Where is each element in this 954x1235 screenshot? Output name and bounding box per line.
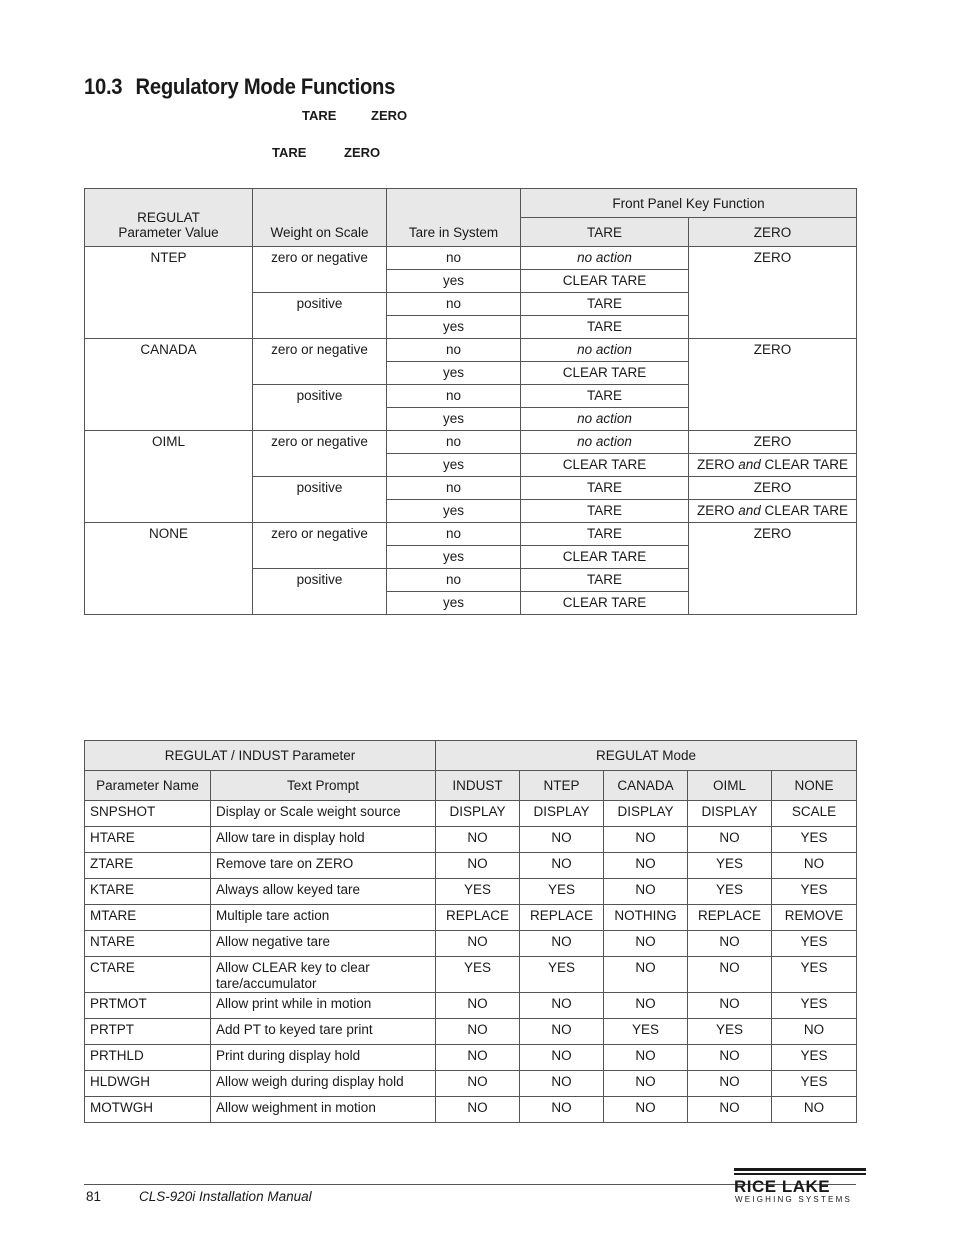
mode-value-cell: NO <box>688 827 772 853</box>
text-prompt-cell: Remove tare on ZERO <box>211 853 436 879</box>
zero-fn-conjunction: and <box>738 457 761 472</box>
table-row <box>85 957 857 993</box>
table-row <box>85 1071 857 1097</box>
table-row <box>85 931 857 957</box>
column-header: OIML <box>688 771 772 801</box>
text-prompt-cell: Allow weighment in motion <box>211 1097 436 1123</box>
mode-value-cell: NO <box>688 993 772 1019</box>
weight-header: Weight on Scale <box>253 189 387 247</box>
tare-in-system-cell: no <box>387 247 521 270</box>
table-row <box>85 1045 857 1071</box>
mode-value-cell: SCALE <box>772 801 857 827</box>
manual-title: CLS-920i Installation Manual <box>139 1189 312 1204</box>
mode-value-cell: NO <box>688 1045 772 1071</box>
parameter-name-cell: ZTARE <box>85 853 211 879</box>
parameter-name-cell: NTARE <box>85 931 211 957</box>
mode-value-cell: YES <box>688 1019 772 1045</box>
parameter-name-cell: MTARE <box>85 905 211 931</box>
mode-value-cell: YES <box>688 879 772 905</box>
zero-fn-text: ZERO <box>696 457 739 472</box>
mode-value-cell: NO <box>604 931 688 957</box>
zero-fn-text: CLEAR TARE <box>760 503 849 518</box>
mode-value-cell: NO <box>604 993 688 1019</box>
mode-value-cell: REPLACE <box>520 905 604 931</box>
tare-key-function-cell: CLEAR TARE <box>521 546 689 569</box>
column-header: Parameter Name <box>85 771 211 801</box>
text-prompt-cell: Allow tare in display hold <box>211 827 436 853</box>
mode-value-cell: NO <box>772 1097 857 1123</box>
parameter-name-cell: PRTMOT <box>85 993 211 1019</box>
table-row <box>85 879 857 905</box>
mode-value-cell: NO <box>436 1097 520 1123</box>
weight-on-scale-cell: zero or negative <box>253 431 387 477</box>
mode-value-cell: NO <box>436 1019 520 1045</box>
table-row <box>85 523 857 546</box>
mode-value-cell: NO <box>604 879 688 905</box>
zero-fn-conjunction: and <box>738 503 761 518</box>
mode-value-cell: NO <box>520 1019 604 1045</box>
regulat-value-cell: NONE <box>85 523 253 615</box>
zero-key-function-cell: ZERO <box>689 339 857 431</box>
tare-key-function-cell: TARE <box>521 293 689 316</box>
table-row <box>85 827 857 853</box>
mode-value-cell: YES <box>772 1045 857 1071</box>
weight-on-scale-cell: positive <box>253 569 387 615</box>
tare-key-function-cell: no action <box>521 247 689 270</box>
weight-on-scale-cell: zero or negative <box>253 523 387 569</box>
mode-value-cell: REPLACE <box>688 905 772 931</box>
mode-value-cell: NO <box>520 853 604 879</box>
mode-value-cell: NO <box>688 957 772 993</box>
tare-key-function-cell: CLEAR TARE <box>521 592 689 615</box>
table-row <box>85 247 857 270</box>
tare-in-system-cell: yes <box>387 316 521 339</box>
parameter-name-cell: SNPSHOT <box>85 801 211 827</box>
tare-key-function-cell: CLEAR TARE <box>521 454 689 477</box>
mode-value-cell: NO <box>520 1097 604 1123</box>
front-panel-header: Front Panel Key Function <box>521 189 857 218</box>
tare-key-function-cell: TARE <box>521 523 689 546</box>
tare-in-system-cell: yes <box>387 408 521 431</box>
parameter-name-cell: MOTWGH <box>85 1097 211 1123</box>
tare-in-system-cell: yes <box>387 592 521 615</box>
section-heading <box>84 74 395 100</box>
text-prompt-cell: Display or Scale weight source <box>211 801 436 827</box>
mode-value-cell: YES <box>772 879 857 905</box>
mode-value-cell: YES <box>604 1019 688 1045</box>
tare-in-system-cell: yes <box>387 546 521 569</box>
mode-value-cell: NO <box>688 1071 772 1097</box>
zero-key-function-cell: ZERO <box>689 247 857 339</box>
mode-value-cell: DISPLAY <box>604 801 688 827</box>
section-title: Regulatory Mode Functions <box>135 74 396 99</box>
tare-in-system-cell: no <box>387 293 521 316</box>
table-row <box>85 1097 857 1123</box>
zero-fn-text: CLEAR TARE <box>760 457 849 472</box>
mode-value-cell: YES <box>436 957 520 993</box>
tare-key-function-cell: no action <box>521 408 689 431</box>
column-header: NTEP <box>520 771 604 801</box>
text-prompt-cell: Always allow keyed tare <box>211 879 436 905</box>
tare-key-function-cell: CLEAR TARE <box>521 362 689 385</box>
column-header: NONE <box>772 771 857 801</box>
mode-value-cell: REMOVE <box>772 905 857 931</box>
mode-value-cell: NO <box>520 1045 604 1071</box>
section-number: 10.3 <box>84 74 123 99</box>
mode-value-cell: NO <box>772 1019 857 1045</box>
zero-key-label: ZERO <box>344 145 381 160</box>
weight-on-scale-cell: positive <box>253 385 387 431</box>
table-row <box>85 853 857 879</box>
mode-group-header: REGULAT Mode <box>436 741 857 771</box>
mode-value-cell: NO <box>520 827 604 853</box>
mode-value-cell: NO <box>436 993 520 1019</box>
regulat-header: REGULAT Parameter Value <box>85 189 253 247</box>
mode-value-cell: NO <box>436 827 520 853</box>
parameter-name-cell: CTARE <box>85 957 211 993</box>
column-header: Text Prompt <box>211 771 436 801</box>
parameter-name-cell: PRTPT <box>85 1019 211 1045</box>
mode-value-cell: DISPLAY <box>520 801 604 827</box>
mode-value-cell: NOTHING <box>604 905 688 931</box>
mode-value-cell: NO <box>520 1071 604 1097</box>
key-function-table <box>84 188 857 615</box>
mode-value-cell: NO <box>436 1071 520 1097</box>
parameter-name-cell: KTARE <box>85 879 211 905</box>
page-number: 81 <box>86 1189 102 1204</box>
mode-value-cell: REPLACE <box>436 905 520 931</box>
text-prompt-cell: Print during display hold <box>211 1045 436 1071</box>
tare-in-system-cell: yes <box>387 270 521 293</box>
tare-in-system-header: Tare in System <box>387 189 521 247</box>
weight-on-scale-cell: positive <box>253 477 387 523</box>
mode-value-cell: NO <box>772 853 857 879</box>
zero-key-function-cell <box>689 454 857 477</box>
mode-value-cell: NO <box>604 1071 688 1097</box>
mode-value-cell: NO <box>604 827 688 853</box>
tare-key-function-cell: TARE <box>521 569 689 592</box>
table-row <box>85 993 857 1019</box>
tare-in-system-cell: yes <box>387 362 521 385</box>
parameter-name-cell: HLDWGH <box>85 1071 211 1097</box>
mode-value-cell: DISPLAY <box>436 801 520 827</box>
tare-in-system-cell: no <box>387 339 521 362</box>
tare-in-system-cell: yes <box>387 454 521 477</box>
mode-value-cell: YES <box>772 993 857 1019</box>
parameter-name-cell: PRTHLD <box>85 1045 211 1071</box>
tare-in-system-cell: no <box>387 477 521 500</box>
table-row <box>85 905 857 931</box>
mode-value-cell: YES <box>520 957 604 993</box>
tare-in-system-cell: no <box>387 431 521 454</box>
parameter-name-cell: HTARE <box>85 827 211 853</box>
text-prompt-cell: Add PT to keyed tare print <box>211 1019 436 1045</box>
tare-in-system-cell: yes <box>387 500 521 523</box>
logo-wordmark: RICE LAKE <box>734 1177 831 1196</box>
weight-on-scale-cell: zero or negative <box>253 339 387 385</box>
mode-value-cell: YES <box>520 879 604 905</box>
mode-value-cell: YES <box>688 853 772 879</box>
zero-fn-text: ZERO <box>696 503 739 518</box>
text-prompt-cell: Allow weigh during display hold <box>211 1071 436 1097</box>
tare-key-function-cell: TARE <box>521 385 689 408</box>
mode-value-cell: NO <box>604 1097 688 1123</box>
tare-in-system-cell: no <box>387 569 521 592</box>
tare-key-header: TARE <box>521 218 689 247</box>
regulat-parameter-table <box>84 740 857 1123</box>
zero-key-header: ZERO <box>689 218 857 247</box>
table-row <box>85 339 857 362</box>
zero-key-function-cell: ZERO <box>689 431 857 454</box>
mode-value-cell: NO <box>688 1097 772 1123</box>
column-header: CANADA <box>604 771 688 801</box>
tare-key-function-cell: TARE <box>521 316 689 339</box>
regulat-value-cell: CANADA <box>85 339 253 431</box>
mode-value-cell: YES <box>772 931 857 957</box>
mode-value-cell: YES <box>772 827 857 853</box>
zero-key-label: ZERO <box>371 108 408 123</box>
mode-value-cell: NO <box>436 1045 520 1071</box>
regulat-value-cell: OIML <box>85 431 253 523</box>
zero-key-function-cell: ZERO <box>689 477 857 500</box>
tare-key-label: TARE <box>302 108 337 123</box>
parameter-group-header: REGULAT / INDUST Parameter <box>85 741 436 771</box>
tare-key-function-cell: TARE <box>521 500 689 523</box>
mode-value-cell: YES <box>436 879 520 905</box>
tare-key-function-cell: CLEAR TARE <box>521 270 689 293</box>
logo-subtext: WEIGHING SYSTEMS <box>735 1195 852 1204</box>
regulat-value-cell: NTEP <box>85 247 253 339</box>
mode-value-cell: NO <box>436 931 520 957</box>
weight-on-scale-cell: positive <box>253 293 387 339</box>
zero-key-function-cell <box>689 500 857 523</box>
tare-key-label: TARE <box>272 145 307 160</box>
weight-on-scale-cell: zero or negative <box>253 247 387 293</box>
zero-key-function-cell: ZERO <box>689 523 857 615</box>
mode-value-cell: NO <box>604 1045 688 1071</box>
tare-key-function-cell: no action <box>521 431 689 454</box>
rice-lake-logo <box>730 1168 870 1204</box>
table-row <box>85 431 857 454</box>
mode-value-cell: NO <box>520 931 604 957</box>
table-row <box>85 801 857 827</box>
text-prompt-cell: Allow print while in motion <box>211 993 436 1019</box>
table-row <box>85 1019 857 1045</box>
column-header: INDUST <box>436 771 520 801</box>
tare-in-system-cell: no <box>387 523 521 546</box>
text-prompt-cell: Multiple tare action <box>211 905 436 931</box>
tare-in-system-cell: no <box>387 385 521 408</box>
mode-value-cell: YES <box>772 957 857 993</box>
text-prompt-cell: Allow negative tare <box>211 931 436 957</box>
text-prompt-cell: Allow CLEAR key to clear tare/accumulator <box>211 957 436 993</box>
mode-value-cell: NO <box>688 931 772 957</box>
mode-value-cell: NO <box>520 993 604 1019</box>
tare-key-function-cell: TARE <box>521 477 689 500</box>
mode-value-cell: NO <box>604 957 688 993</box>
mode-value-cell: YES <box>772 1071 857 1097</box>
mode-value-cell: DISPLAY <box>688 801 772 827</box>
mode-value-cell: NO <box>604 853 688 879</box>
mode-value-cell: NO <box>436 853 520 879</box>
tare-key-function-cell: no action <box>521 339 689 362</box>
